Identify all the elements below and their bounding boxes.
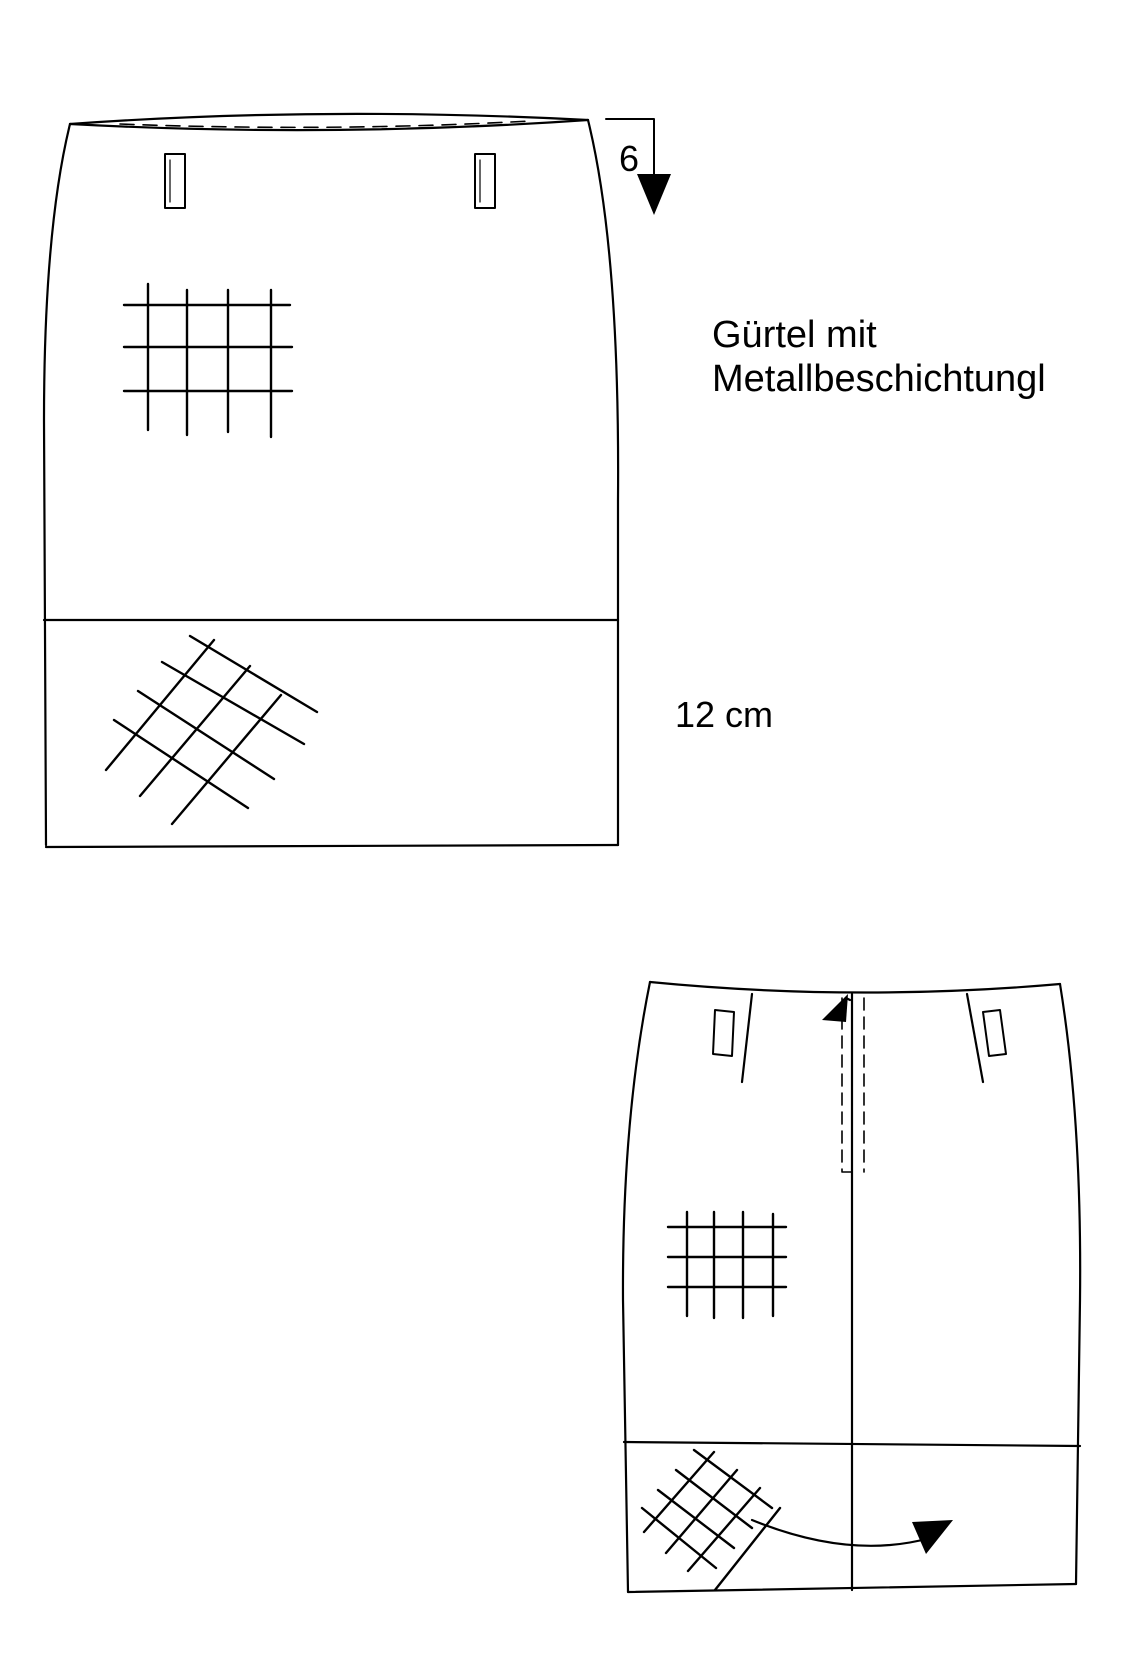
belt-annotation [712, 313, 1046, 401]
dimension-arrow-head [637, 174, 671, 215]
back-belt-loop-right [983, 1010, 1006, 1056]
back-belt-loop-left [713, 1010, 734, 1056]
back-grid-pattern [668, 1212, 786, 1318]
dimension-label-top: 6 [619, 138, 640, 179]
front-belt-loop-right [475, 154, 495, 208]
back-waistline [650, 982, 1060, 993]
back-skirt [623, 982, 1080, 1592]
back-right-side-seam [1060, 984, 1080, 1584]
front-left-side-seam [44, 124, 70, 845]
front-right-side-seam [588, 120, 618, 845]
dimension-label-hem: 12 cm [675, 694, 774, 735]
front-hem-line [46, 845, 618, 847]
back-diagonal-pattern [642, 1450, 780, 1590]
back-curved-arrow-line [752, 1520, 930, 1546]
back-dart-right [967, 994, 983, 1082]
back-zipper-arrow-head [822, 994, 848, 1022]
front-belt-loop-left [165, 154, 185, 208]
front-diagonal-pattern [106, 636, 317, 824]
back-dart-left [742, 994, 752, 1082]
belt-annotation-line2: Metallbeschichtungl [712, 358, 1046, 400]
belt-annotation-line1: Gürtel mit [712, 314, 877, 356]
front-skirt [44, 114, 671, 847]
back-left-side-seam [623, 982, 650, 1592]
front-grid-pattern [124, 284, 292, 437]
back-curved-arrow-head [912, 1520, 953, 1554]
back-zipper-stitching-left [842, 998, 852, 1172]
front-waistband-curve [70, 114, 588, 124]
